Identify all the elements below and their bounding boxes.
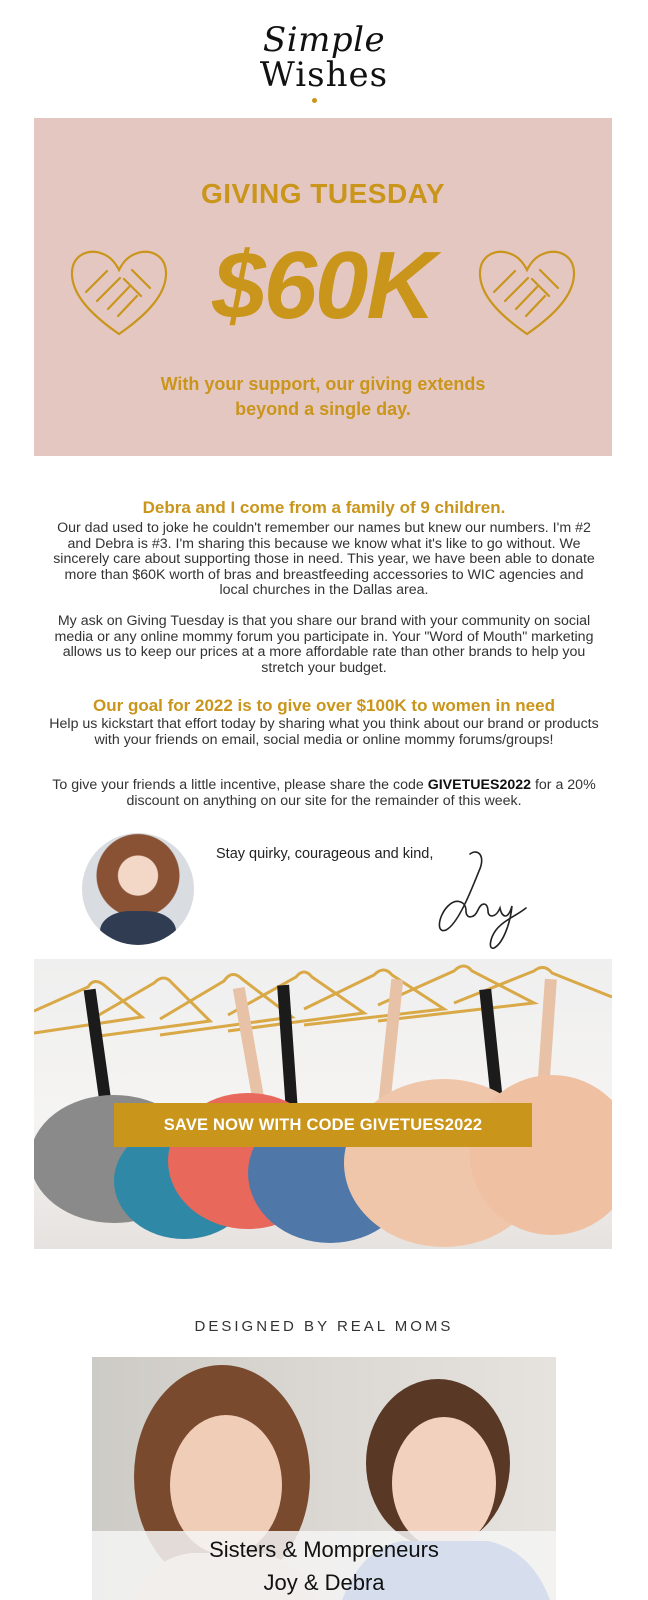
caption-line-1: Sisters & Mompreneurs bbox=[209, 1537, 439, 1562]
handshake-heart-icon bbox=[476, 246, 578, 338]
founders-photo[interactable] bbox=[92, 1357, 556, 1600]
hero-subtitle-line-1: With your support, our giving extends bbox=[160, 374, 486, 394]
founder-avatar bbox=[82, 833, 194, 945]
designed-by-label: DESIGNED BY REAL MOMS bbox=[194, 1318, 454, 1335]
story-heading: Debra and I come from a family of 9 children. bbox=[142, 498, 506, 517]
signoff-text: Stay quirky, courageous and kind, bbox=[216, 846, 434, 862]
story-paragraph-2: My ask on Giving Tuesday is that you share our brand with your community on social media or any online mommy forum you participate in. Your "Word of Mouth" marketing allows us to keep our prices at a more affordable rate than other brands to help you stretch your budget. bbox=[54, 613, 594, 676]
incentive-text-after: for a 20% discount on anything on our site for the remainder of this week. bbox=[126, 777, 596, 809]
hero-kicker: GIVING TUESDAY bbox=[200, 178, 445, 209]
hero-subtitle bbox=[34, 372, 612, 422]
logo-line-2: Wishes bbox=[259, 55, 389, 95]
incentive-paragraph bbox=[48, 778, 600, 809]
goal-heading: Our goal for 2022 is to give over $100K to women in need bbox=[93, 696, 555, 715]
brand-logo[interactable] bbox=[0, 20, 648, 95]
founder-avatar-shoulders bbox=[100, 911, 176, 945]
hero-subtitle-line-2: beyond a single day. bbox=[235, 399, 411, 419]
incentive-text-before: To give your friends a little incentive, please share the code bbox=[52, 777, 428, 794]
goal-paragraph: Help us kickstart that effort today by sharing what you think about our brand or products with your friends on email, social media or online mommy forums/groups! bbox=[49, 716, 599, 748]
story-paragraph-1: Our dad used to joke he couldn't remember our names but knew our numbers. I'm #2 and Debra is #3. I'm sharing this because we know what it's like to go without. We sincerely care about supporting those in need. This year, we have been able to donate more than $60K worth of bras and breastfeeding accessories to WIC agencies and local churches in the Dallas area. bbox=[53, 520, 595, 599]
handwritten-signature bbox=[436, 846, 532, 950]
hero-amount: $60K bbox=[212, 232, 434, 339]
discount-code: GIVETUES2022 bbox=[427, 777, 532, 794]
caption-line-2: Joy & Debra bbox=[263, 1570, 385, 1595]
giving-tuesday-hero bbox=[34, 118, 612, 456]
founders-caption bbox=[92, 1531, 556, 1600]
logo-accent-dot bbox=[312, 98, 317, 103]
logo-line-1: Simple bbox=[262, 20, 386, 60]
save-now-cta-button[interactable]: SAVE NOW WITH CODE GIVETUES2022 bbox=[114, 1103, 532, 1147]
